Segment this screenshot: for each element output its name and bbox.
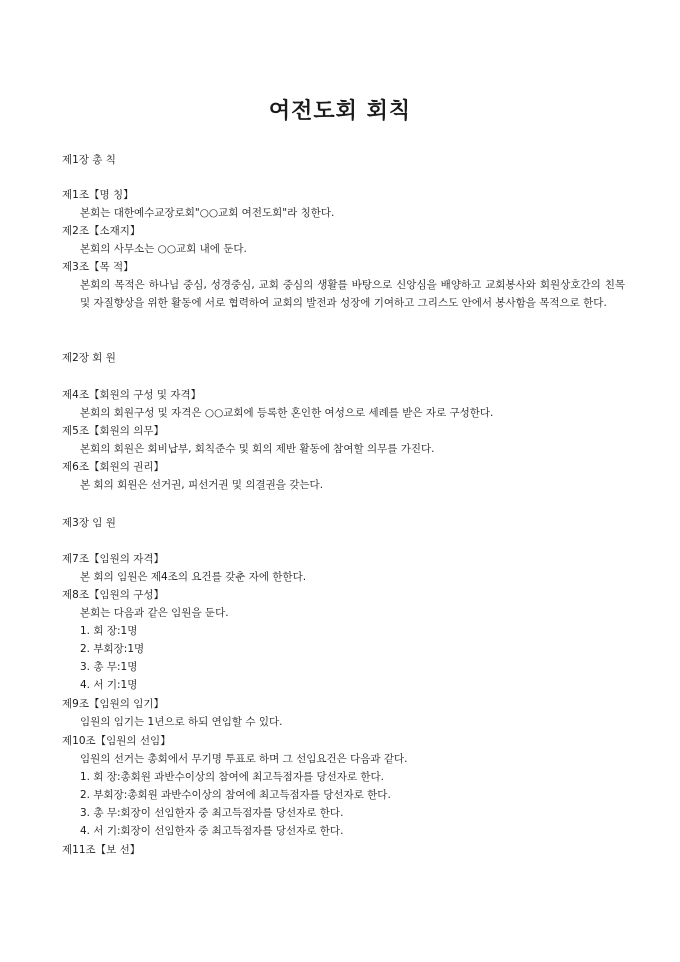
article-heading: 제10조【임원의 선임】 <box>62 735 171 747</box>
article-heading: 제4조【회원의 구성 및 자격】 <box>62 389 202 401</box>
list-item: 4. 서 기:1명 <box>80 679 138 691</box>
article-text: 본 회의 임원은 제4조의 요건를 갖춘 자에 한한다. <box>80 571 307 583</box>
article-text: 본회의 회원은 회비납부, 회칙준수 및 회의 제반 활동에 참여할 의무를 가진다. <box>80 443 435 455</box>
list-item: 1. 회 장:1명 <box>80 625 138 637</box>
article-heading: 제11조【보 선】 <box>62 844 141 856</box>
chapter-heading: 제2장 회 원 <box>62 352 116 364</box>
list-item: 2. 부회장:1명 <box>80 643 145 655</box>
list-item: 3. 총 무:회장이 선임한자 중 최고득점자를 당선자로 한다. <box>80 807 344 819</box>
article-text: 본회는 대한예수교장로회"○○교회 여전도회"라 칭한다. <box>80 207 335 219</box>
article-heading: 제9조【임원의 임기】 <box>62 698 165 710</box>
list-item: 1. 회 장:총회원 과반수이상의 참여에 최고득점자를 당선자로 한다. <box>80 771 384 783</box>
list-item: 4. 서 기:회장이 선임한자 중 최고득점자를 당선자로 한다. <box>80 825 344 837</box>
chapter-heading: 제1장 총 칙 <box>62 154 116 166</box>
article-text: 본 회의 회원은 선거권, 피선거권 및 의결권을 갖는다. <box>80 479 324 491</box>
list-item: 3. 총 무:1명 <box>80 661 138 673</box>
article-heading: 제5조【회원의 의무】 <box>62 425 165 437</box>
article-text: 본회의 목적은 하나님 중심, 성경중심, 교회 중심의 생활를 바탕으로 신앙심을 배양하고 교회봉사와 회원상호간의 친목 및 자질향상을 위한 활동에 서로 협력하여 교회의 발전과 성장에 기여하고 그리스도 안에서 봉사함을 목적으로 한다. <box>80 279 625 309</box>
article-heading: 제3조【목 적】 <box>62 261 134 273</box>
article-heading: 제1조【명 칭】 <box>62 189 134 201</box>
list-item: 2. 부회장:총회원 과반수이상의 참여에 최고득점자를 당선자로 한다. <box>80 789 391 801</box>
article-text: 본회는 다음과 같은 임원을 둔다. <box>80 607 229 619</box>
article-heading: 제8조【임원의 구성】 <box>62 589 165 601</box>
article-heading: 제7조【임원의 자격】 <box>62 553 165 565</box>
article-text: 본회의 사무소는 ○○교회 내에 둔다. <box>80 243 247 255</box>
article-heading: 제6조【회원의 권리】 <box>62 461 165 473</box>
document-title: 여전도회 회칙 <box>268 99 412 124</box>
chapter-heading: 제3장 임 원 <box>62 517 116 529</box>
article-text: 임원의 선거는 총회에서 무기명 투표로 하며 그 선임요건은 다음과 같다. <box>80 753 408 765</box>
article-text: 임원의 임기는 1년으로 하되 연임할 수 있다. <box>80 716 283 728</box>
article-heading: 제2조【소재지】 <box>62 225 141 237</box>
article-text: 본회의 회원구성 및 자격은 ○○교회에 등록한 혼인한 여성으로 세례를 받은 자로 구성한다. <box>80 407 494 419</box>
